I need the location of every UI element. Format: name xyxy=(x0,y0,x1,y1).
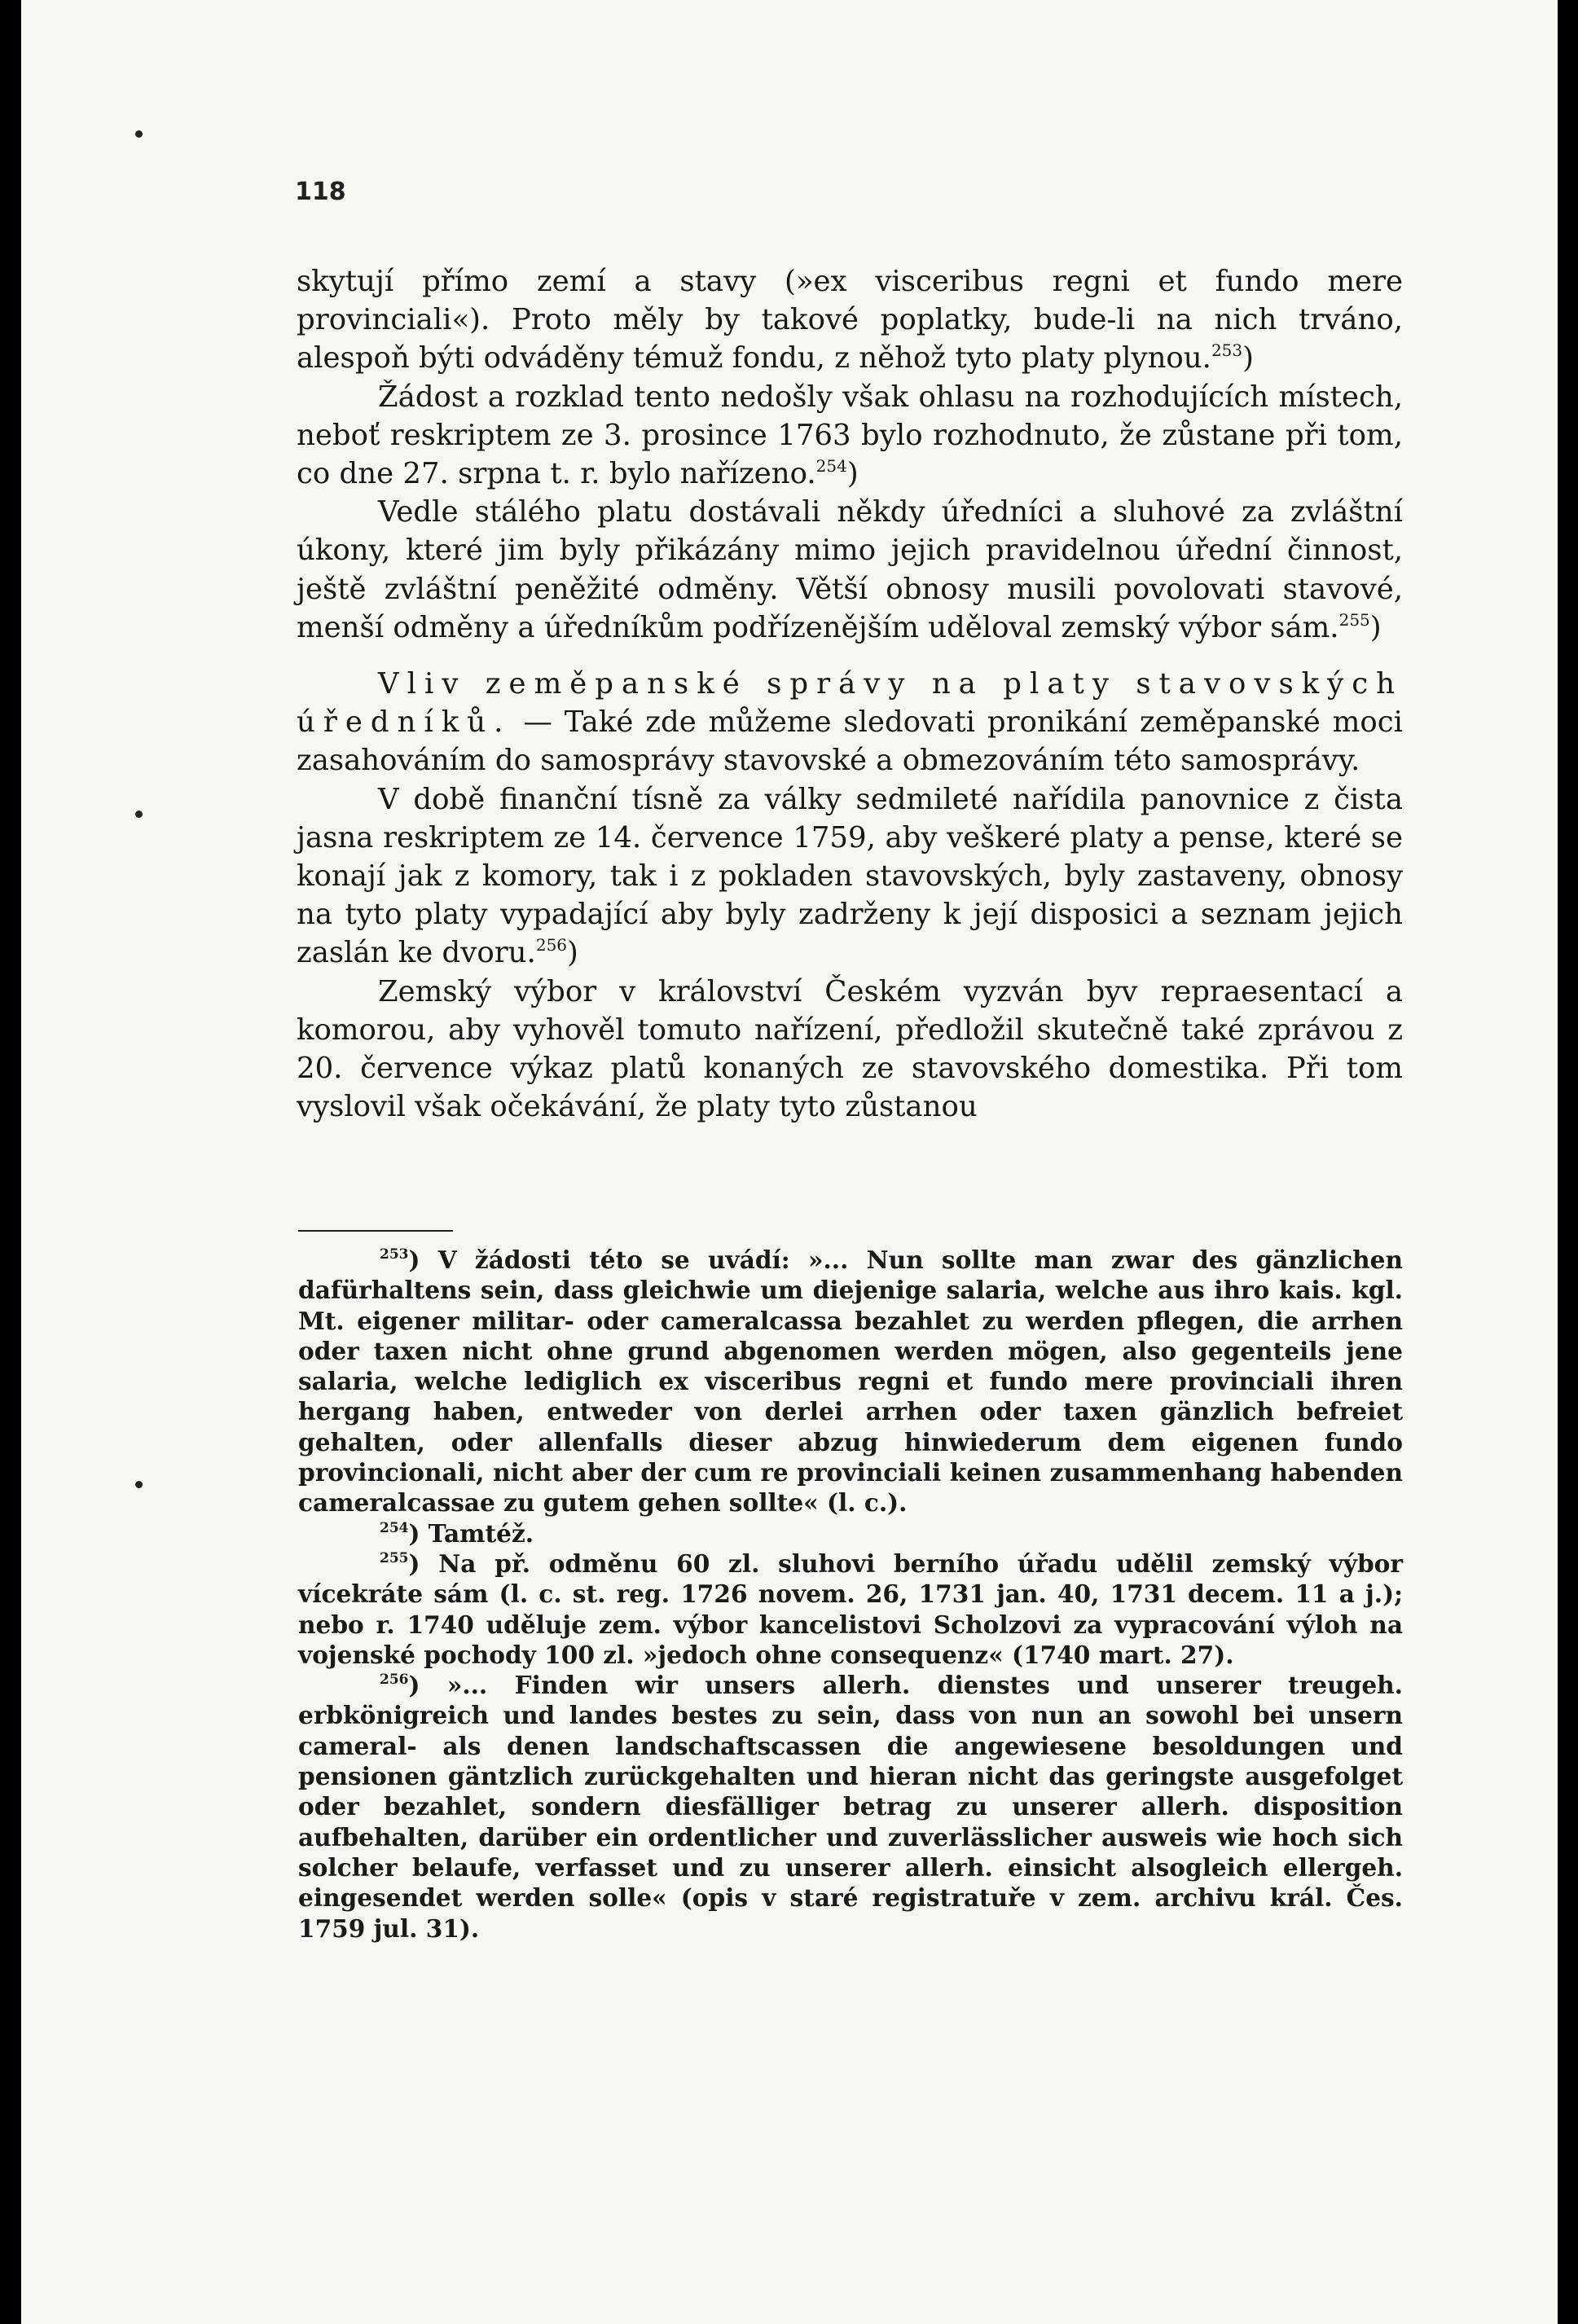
paragraph: Vedle stálého platu dostávali někdy úředníci a sluhové za zvláštní úkony, které jim byly přikázány mimo jejich pravidelnou úřední činnost, ještě zvláštní peněžité odměny. Větší obnosy musili povolovati stavové, menší odměny a úředníkům podřízenějším uděloval zemský výbor sám.$^{255}$) xyxy=(297,495,1403,644)
footnote-text: ) Tamtéž. xyxy=(408,1518,534,1548)
paragraph xyxy=(297,973,1403,1127)
footnote-separator xyxy=(298,1230,453,1232)
paragraph: V době finanční tísně za války sedmileté nařídila panovnice z čista jasna reskriptem ze 14. července 1759, aby veškeré platy a pense, které se konají jak z komory, tak i z pokladen stavovských, byly zastaveny, obnosy na tyto platy vypadající aby byly zadrženy k její disposici a seznam jejich zaslán ke dvoru.$^{256}$) xyxy=(297,782,1403,970)
paragraph-text: Žádost a rozklad tento nedošly však ohlasu na rozhodujících místech, neboť reskriptem ze 3. prosince 1763 bylo rozhodnuto, že zůstane při tom, co dne 27. srpna t. r. bylo nařízeno. xyxy=(297,380,1403,491)
scan-speck xyxy=(135,811,143,818)
scan-speck xyxy=(135,130,143,138)
footnote xyxy=(298,1245,1403,1518)
paragraph-text: skytují přímo zemí a stavy (»ex visceribus regni et fundo mere provinciali«). Proto měly by takové poplatky, bude-li na nich trváno, alespoň býti odváděny témuž fondu, z něhož tyto platy plynou. xyxy=(297,265,1403,376)
footnote-ref: 254 xyxy=(815,456,847,477)
scan-edge-left xyxy=(0,0,21,2324)
footnote xyxy=(298,1549,1403,1670)
main-text xyxy=(297,262,1403,1126)
paragraph-text: V době finanční tísně za války sedmileté nařídila panovnice z čista jasna reskriptem ze 14. července 1759, aby veškeré platy a pense, které se konají jak z komory, tak i z pokladen stavovských, byly zastaveny, obnosy na tyto platy vypadající aby byly zadrženy k její disposici a seznam jejich zaslán ke dvoru. xyxy=(297,782,1403,970)
footnote-mark: 256 xyxy=(380,1672,409,1689)
footnote-mark: 254 xyxy=(380,1519,409,1536)
footnotes xyxy=(298,1245,1403,1944)
footnote-text: ) »... Finden wir unsers allerh. dienstes und unserer treugeh. erbkönigreich und landes bestes zu sein, dass von nun an sowohl bei unsern cameral- als denen landschaftscassen die angewiesene besoldungen und pensionen gäntzlich zurückgehalten und hieran nicht das geringste ausgefolget oder bezahlet, sondern diesfälliger betrag zu unserer allerh. disposition aufbehalten, darüber ein ordentlicher und zuverlässlicher ausweis wie hoch sich solcher belaufe, verfasset und zu unserer allerh. einsicht alsogleich ellergeh. eingesendet werden solle« (opis v staré registratuře v zem. archivu král. Čes. 1759 jul. 31). xyxy=(298,1671,1403,1943)
paragraph xyxy=(297,665,1403,780)
footnote-ref: 253 xyxy=(1211,340,1243,361)
footnote-text: ) V žádosti této se uvádí: »... Nun sollte man zwar des gänzlichen dafürhaltens sein, dass gleichwie um diejenige salaria, welche aus ihro kais. kgl. Mt. eigener militar- oder cameralcassa bezahlet zu werden pflegen, die arrhen oder taxen nicht ohne grund abgenomen werden mögen, also gegenteils jene salaria, welche lediglich ex visceribus regni et fundo mere provinciali ihren hergang haben, entweder von derlei arrhen oder taxen gänzlich befreiet gehalten, oder allenfalls dieser abzug hinwiederum dem eigenen fundo provincionali, nicht aber der cum re provinciali keinen zusammenhang habenden cameralcassae zu gutem gehen sollte« (l. c.). xyxy=(298,1245,1403,1518)
footnote xyxy=(298,1670,1403,1944)
footnote-ref: 256 xyxy=(535,935,568,956)
footnote-text: ) Na př. odměnu 60 zl. sluhovi berního úřadu udělil zemský výbor vícekráte sám (l. c. st. reg. 1726 novem. 26, 1731 jan. 40, 1731 decem. 11 a j.); nebo r. 1740 uděluje zem. výbor kancelistovi Scholzovi za vypracování výloh na vojenské pochody 100 zl. »jedoch ohne consequenz« (1740 mart. 27). xyxy=(298,1549,1403,1669)
footnote-mark: 255 xyxy=(380,1549,409,1566)
paragraph-text: Zemský výbor v království Českém vyzván byv repraesentací a komorou, aby vyhověl tomuto nařízení, předložil skutečně také zprávou z 20. července výkaz platů konaných ze stavovského domestika. Při tom vyslovil však očekávání, že platy tyto zůstanou xyxy=(297,974,1403,1124)
scan-speck xyxy=(135,1481,143,1488)
footnote xyxy=(298,1518,1403,1549)
paragraph: skytují přímo zemí a stavy (»ex visceribus regni et fundo mere provinciali«). Proto měly by takové poplatky, bude-li na nich trváno, alespoň býti odváděny témuž fondu, z něhož tyto platy plynou.$^{253}$) xyxy=(297,265,1403,376)
page-number: 118 xyxy=(295,178,346,206)
footnote-mark: 253 xyxy=(380,1246,409,1263)
paragraph-text: Vedle stálého platu dostávali někdy úředníci a sluhové za zvláštní úkony, které jim byly přikázány mimo jejich pravidelnou úřední činnost, ještě zvláštní peněžité odměny. Větší obnosy musili povolovati stavové, menší odměny a úředníkům podřízenějším uděloval zemský výbor sám. xyxy=(297,495,1403,644)
paragraph-text: — Také zde můžeme sledovati pronikání zeměpanské moci zasahováním do samosprávy stavovské a obmezováním této samosprávy. xyxy=(297,705,1403,778)
scan-edge-right xyxy=(1558,0,1578,2324)
paragraph: Žádost a rozklad tento nedošly však ohlasu na rozhodujících místech, neboť reskriptem ze 3. prosince 1763 bylo rozhodnuto, že zůstane při tom, co dne 27. srpna t. r. bylo nařízeno.$^{254}$) xyxy=(297,380,1403,491)
section-heading: Vliv zeměpanské správy na platy stavovských úředníků. xyxy=(297,667,1403,740)
footnote-ref: 255 xyxy=(1338,609,1370,630)
